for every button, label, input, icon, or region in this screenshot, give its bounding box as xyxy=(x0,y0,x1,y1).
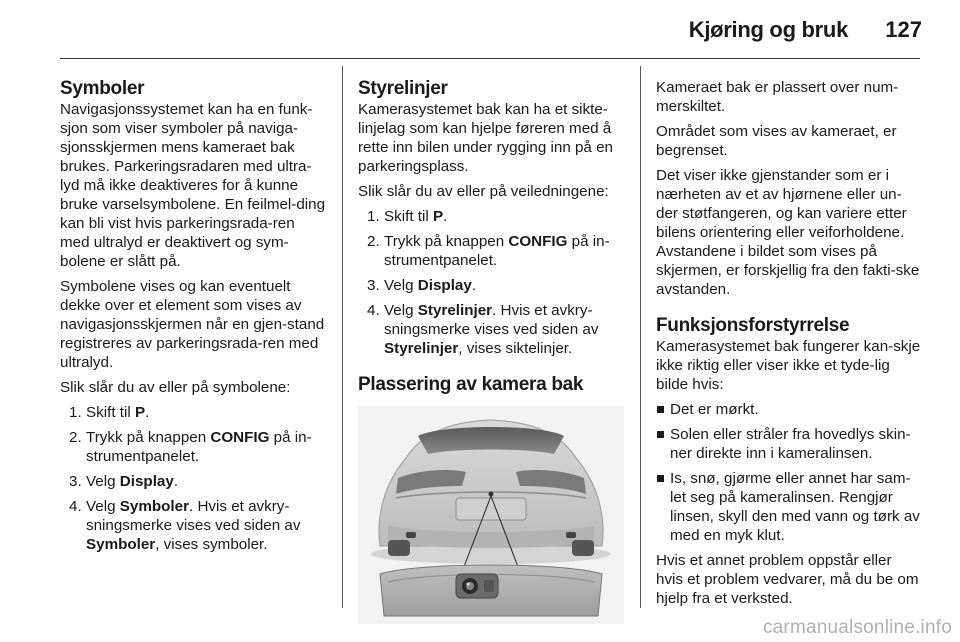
paragraph: Kamerasystemet bak kan ha et sikte-linjelag som kan hjelpe føreren med å rette inn bilen under rygging inn på en parkeringsplass. xyxy=(358,101,613,175)
paragraph: Slik slår du av eller på symbolene: xyxy=(60,379,291,396)
heading-kamera-plassering: Plassering av kamera bak xyxy=(358,374,584,395)
column-camera-info xyxy=(656,78,922,614)
list-item xyxy=(656,425,922,463)
paragraph: Området som vises av kameraet, er begrenset. xyxy=(656,123,897,159)
step-text: Velg xyxy=(86,473,120,490)
list-item-text: Is, snø, gjørme eller annet har sam-let seg på kameralinsen. Rengjør linsen, skyll den med vann og tørk av med en myk klut. xyxy=(670,470,920,544)
step-number: 4. xyxy=(367,302,380,319)
paragraph: Det viser ikke gjenstander som er i nærheten av et av hjørnene eller un-der støtfangeren, og kan variere etter bilens orientering eller veiforholdene. Avstandene i bildet som vises på skjermen, er forskjellig fra den fakti-ske avstanden. xyxy=(656,167,920,298)
step-text: Skift til xyxy=(384,208,433,225)
rear-camera-illustration xyxy=(358,406,624,624)
watermark: carmanualsonline.info xyxy=(762,617,952,638)
list-item xyxy=(358,276,624,295)
column-divider-1 xyxy=(342,66,343,608)
list-item-text: Det er mørkt. xyxy=(670,401,759,418)
step-number: 3. xyxy=(367,277,380,294)
page-number: 127 xyxy=(885,17,922,42)
step-number: 3. xyxy=(69,473,82,490)
list-item xyxy=(656,400,922,419)
step-text: . Hvis et avkry-sningsmerke vises ved siden av xyxy=(384,302,599,338)
step-text: Trykk på knappen xyxy=(384,233,509,250)
paragraph: Navigasjonssystemet kan ha en funk-sjon som viser symboler på naviga-sjonsskjermen mens kameraet bak brukes. Parkeringsradaren med ultra-lyd må ikke deaktiveres for å kunne bruke varselsymbolene. En feilmel-ding kan bli vist hvis parkeringsrada-ren med ultralyd er deaktivert og sym-bolene er slått på. xyxy=(60,101,326,270)
heading-funksjonsforstyrrelse: Funksjonsforstyrrelse xyxy=(656,315,850,336)
step-number: 2. xyxy=(367,233,380,250)
step-keyword: CONFIG xyxy=(508,233,568,250)
step-number: 2. xyxy=(69,429,82,446)
paragraph: Symbolene vises og kan eventuelt dekke over et element som vises av navigasjonsskjermen når en gjen-stand registreres av parkeringsrada-ren med ultralyd. xyxy=(60,278,325,371)
step-text: Velg xyxy=(86,498,120,515)
step-text: Velg xyxy=(384,302,418,319)
step-text: . Hvis et avkry-sningsmerke vises ved siden av xyxy=(86,498,301,534)
step-text: , vises symboler. xyxy=(155,536,268,553)
header-rule xyxy=(60,58,920,59)
step-number: 4. xyxy=(69,498,82,515)
list-item xyxy=(60,428,326,466)
car-rear-drawing xyxy=(358,406,624,624)
column-symboler xyxy=(60,78,326,560)
step-keyword: CONFIG xyxy=(210,429,270,446)
square-bullet-icon xyxy=(657,475,664,482)
paragraph: Hvis et annet problem oppstår eller hvis et problem vedvarer, må du be om hjelp fra et verksted. xyxy=(656,552,919,607)
conditions-list xyxy=(656,400,922,545)
step-text: . xyxy=(173,473,179,490)
list-item xyxy=(60,497,326,554)
step-keyword: Styrelinjer xyxy=(417,302,493,319)
column-styrelinjer xyxy=(358,78,624,624)
page-header xyxy=(0,0,960,58)
paragraph: Slik slår du av eller på veiledningene: xyxy=(358,183,609,200)
square-bullet-icon xyxy=(657,406,664,413)
list-item xyxy=(358,232,624,270)
step-keyword: Display xyxy=(417,277,472,294)
step-number: 1. xyxy=(69,404,82,421)
list-item xyxy=(358,301,624,358)
step-keyword: Styrelinjer xyxy=(384,340,459,357)
step-text: , vises siktelinjer. xyxy=(458,340,573,357)
step-text: . xyxy=(443,208,448,225)
list-item xyxy=(60,472,326,491)
heading-styrelinjer: Styrelinjer xyxy=(358,78,448,99)
step-text: Velg xyxy=(384,277,418,294)
steps-list xyxy=(358,207,624,358)
heading-symboler: Symboler xyxy=(60,78,145,99)
square-bullet-icon xyxy=(657,431,664,438)
step-keyword: P xyxy=(134,404,146,421)
list-item xyxy=(60,403,326,422)
step-keyword: Display xyxy=(119,473,174,490)
step-text: . xyxy=(145,404,150,421)
step-text: på in-strumentpanelet. xyxy=(384,233,610,269)
step-text: på in-strumentpanelet. xyxy=(86,429,312,465)
paragraph: Kamerasystemet bak fungerer kan-skje ikke riktig eller viser ikke et tyde-lig bilde hvis: xyxy=(656,338,921,393)
paragraph: Kameraet bak er plassert over num-merskiltet. xyxy=(656,79,899,115)
step-number: 1. xyxy=(367,208,380,225)
step-text: Trykk på knappen xyxy=(86,429,211,446)
step-keyword: P xyxy=(432,208,444,225)
step-text: . xyxy=(471,277,477,294)
list-item-text: Solen eller stråler fra hovedlys skin-ner direkte inn i kameralinsen. xyxy=(670,426,911,462)
step-keyword: Symboler xyxy=(86,536,156,553)
step-text: Skift til xyxy=(86,404,135,421)
steps-list xyxy=(60,403,326,554)
list-item xyxy=(358,207,624,226)
list-item xyxy=(656,469,922,545)
column-divider-2 xyxy=(640,66,641,608)
section-title: Kjøring og bruk xyxy=(688,17,848,42)
step-keyword: Symboler xyxy=(119,498,189,515)
